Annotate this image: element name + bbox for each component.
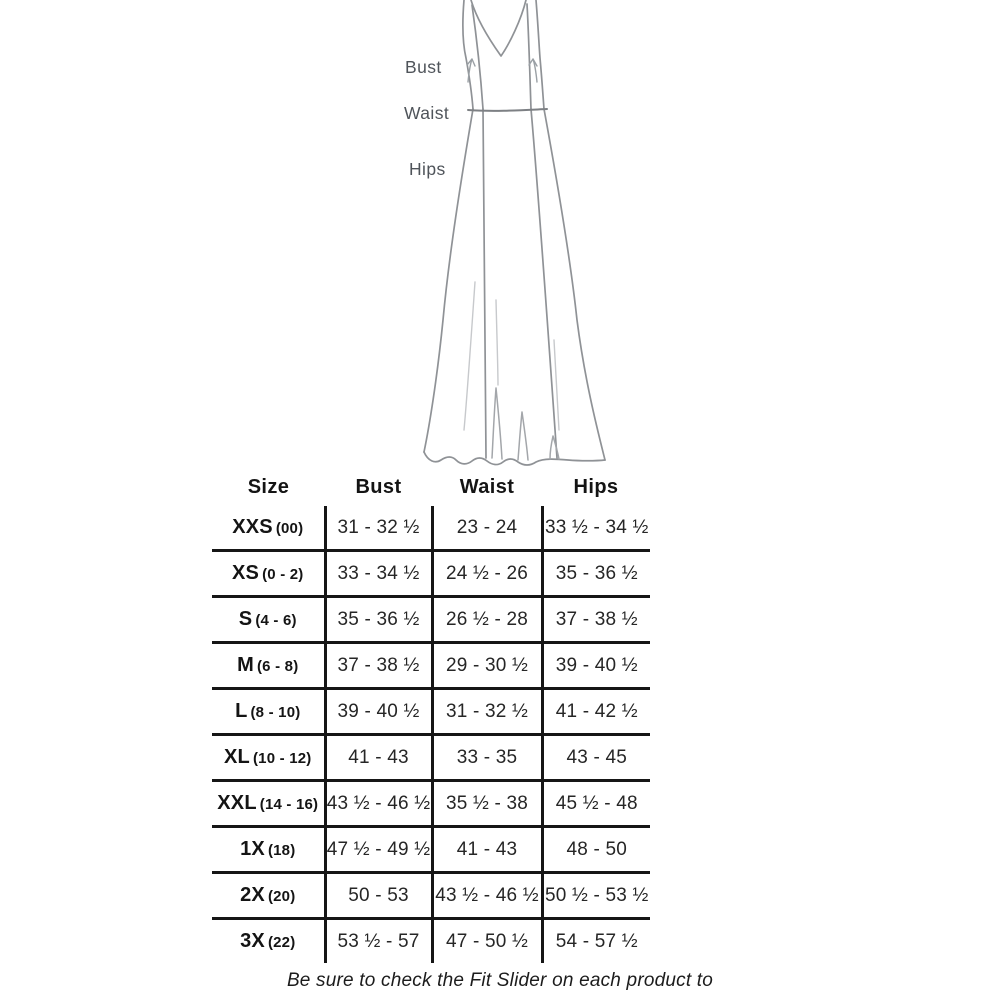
bust-cell: 43 ½ - 46 ½	[325, 781, 432, 827]
waist-cell: 31 - 32 ½	[432, 689, 542, 735]
size-cell	[212, 919, 325, 964]
waist-cell: 23 - 24	[432, 506, 542, 551]
table-row	[212, 781, 650, 827]
waist-cell: 33 - 35	[432, 735, 542, 781]
waist-cell: 24 ½ - 26	[432, 551, 542, 597]
bodice-right-edge	[536, 0, 544, 109]
column-header-waist: Waist	[459, 475, 515, 498]
waist-label: Waist	[404, 103, 450, 123]
size-label: S	[238, 608, 253, 630]
column-header-hips: Hips	[573, 475, 619, 498]
column-header-size: Size	[247, 475, 290, 498]
size-detail: (22)	[267, 934, 296, 951]
size-cell	[212, 643, 325, 689]
hips-cell: 48 - 50	[542, 827, 650, 873]
fold-lines	[464, 282, 559, 430]
bust-cell: 41 - 43	[325, 735, 432, 781]
table-row	[212, 827, 650, 873]
table-row	[212, 643, 650, 689]
hips-cell: 43 - 45	[542, 735, 650, 781]
bust-cell: 53 ½ - 57	[325, 919, 432, 964]
size-label: XXL	[217, 792, 257, 814]
size-cell	[212, 735, 325, 781]
bodice-seam-left	[472, 5, 483, 109]
dress-outline	[424, 0, 605, 465]
size-cell	[212, 827, 325, 873]
table-row	[212, 919, 650, 964]
table-row	[212, 735, 650, 781]
size-detail: (10 - 12)	[252, 750, 312, 767]
size-detail: (14 - 16)	[259, 796, 319, 813]
size-cell	[212, 781, 325, 827]
size-label: L	[235, 700, 248, 722]
column-header-bust: Bust	[355, 475, 402, 498]
waist-cell: 29 - 30 ½	[432, 643, 542, 689]
size-cell	[212, 551, 325, 597]
size-label: XXS	[232, 516, 273, 538]
bust-cell: 50 - 53	[325, 873, 432, 919]
hips-cell: 35 - 36 ½	[542, 551, 650, 597]
hips-cell: 37 - 38 ½	[542, 597, 650, 643]
size-label: M	[237, 654, 254, 676]
size-label: 3X	[240, 930, 265, 952]
hips-label: Hips	[409, 159, 446, 179]
hem-line	[424, 452, 605, 465]
hips-cell: 45 ½ - 48	[542, 781, 650, 827]
hips-cell: 33 ½ - 34 ½	[542, 506, 650, 551]
size-detail: (18)	[267, 842, 296, 859]
table-row	[212, 689, 650, 735]
waist-cell: 47 - 50 ½	[432, 919, 542, 964]
size-cell	[212, 597, 325, 643]
waist-cell: 35 ½ - 38	[432, 781, 542, 827]
size-detail: (20)	[267, 888, 296, 905]
header-row	[212, 468, 650, 506]
size-cell	[212, 689, 325, 735]
hips-cell: 41 - 42 ½	[542, 689, 650, 735]
waist-seam-line	[468, 109, 547, 111]
waist-cell: 26 ½ - 28	[432, 597, 542, 643]
size-label: 1X	[240, 838, 265, 860]
table-row	[212, 597, 650, 643]
bust-arrow-marks	[467, 59, 537, 82]
hem-folds	[492, 388, 559, 460]
bust-cell: 39 - 40 ½	[325, 689, 432, 735]
v-neckline	[471, 0, 526, 56]
bust-cell: 33 - 34 ½	[325, 551, 432, 597]
hips-cell: 39 - 40 ½	[542, 643, 650, 689]
waist-cell: 41 - 43	[432, 827, 542, 873]
size-cell	[212, 506, 325, 551]
skirt-seam-left	[483, 109, 486, 458]
hips-cell: 50 ½ - 53 ½	[542, 873, 650, 919]
size-label: 2X	[240, 884, 265, 906]
size-detail: (00)	[275, 520, 304, 537]
size-detail: (8 - 10)	[250, 704, 301, 721]
size-detail: (4 - 6)	[255, 612, 297, 629]
bodice-seam-right	[527, 4, 531, 109]
bust-cell: 35 - 36 ½	[325, 597, 432, 643]
bust-cell: 31 - 32 ½	[325, 506, 432, 551]
bust-cell: 37 - 38 ½	[325, 643, 432, 689]
table-row	[212, 873, 650, 919]
bust-label: Bust	[405, 57, 442, 77]
size-detail: (6 - 8)	[256, 658, 299, 675]
table-row	[212, 551, 650, 597]
bodice-left-edge	[463, 0, 473, 109]
size-detail: (0 - 2)	[262, 566, 304, 583]
waist-cell: 43 ½ - 46 ½	[432, 873, 542, 919]
size-label: XS	[232, 562, 260, 584]
hips-cell: 54 - 57 ½	[555, 930, 638, 952]
size-label: XL	[224, 746, 250, 768]
bust-cell: 47 ½ - 49 ½	[325, 827, 432, 873]
size-chart-table	[212, 468, 650, 963]
fit-slider-note: Be sure to check the Fit Slider on each product to	[286, 970, 714, 991]
size-cell	[212, 873, 325, 919]
table-row	[212, 506, 650, 551]
